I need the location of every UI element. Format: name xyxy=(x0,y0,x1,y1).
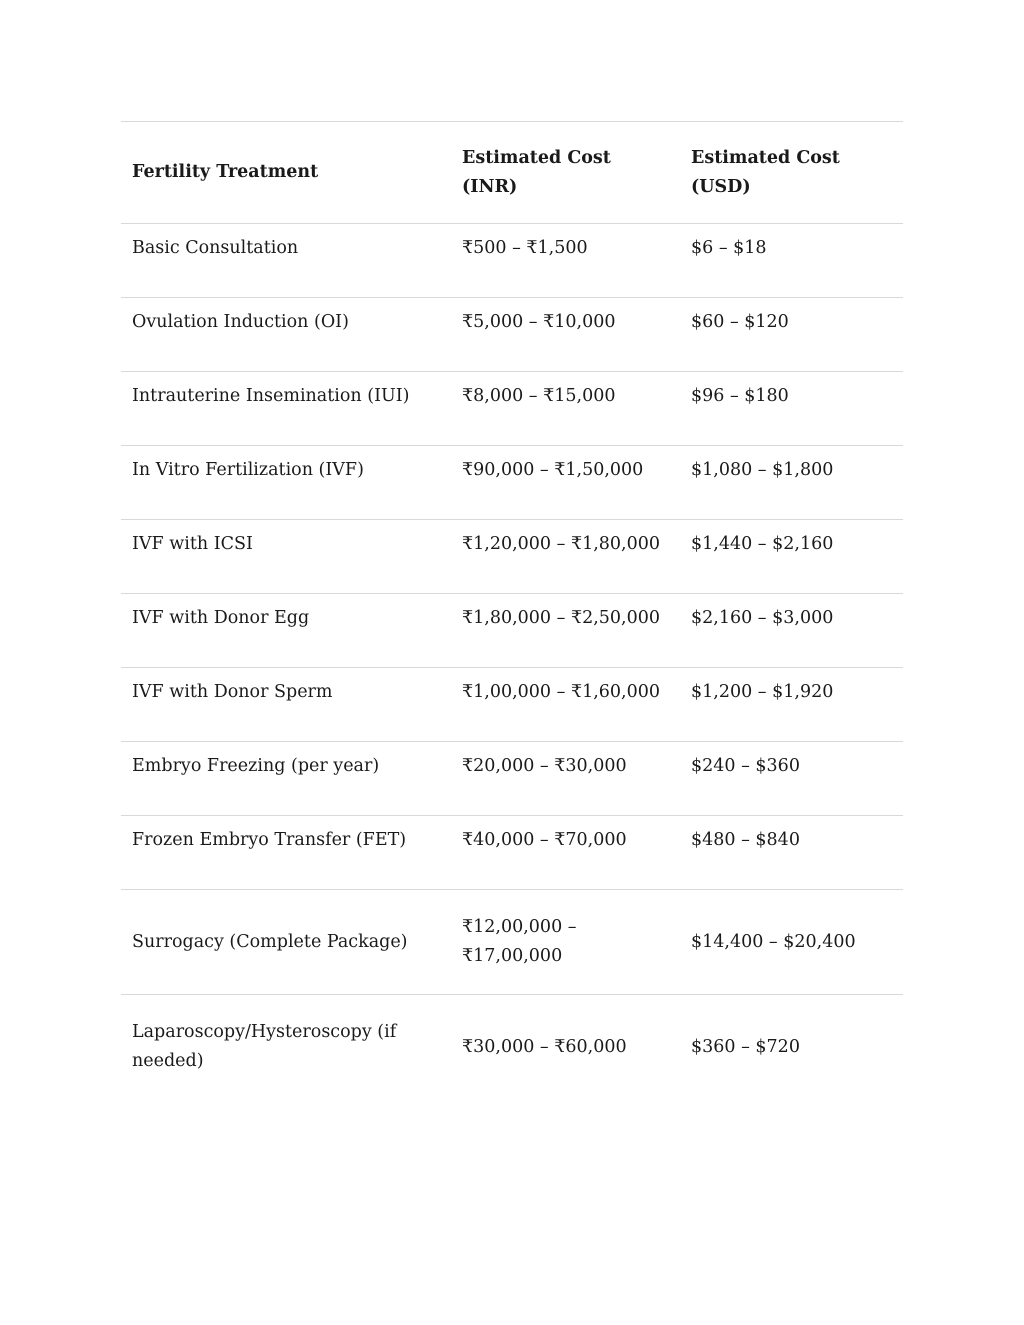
cost-usd: $1,440 – $2,160 xyxy=(691,534,834,554)
treatment-name: Frozen Embryo Transfer (FET) xyxy=(132,830,407,850)
cost-table-container xyxy=(121,121,903,1099)
cost-inr: ₹20,000 – ₹30,000 xyxy=(462,756,627,776)
cost-inr: ₹40,000 – ₹70,000 xyxy=(462,830,627,850)
treatment-name: Basic Consultation xyxy=(132,238,299,258)
table-row xyxy=(121,372,903,446)
cost-usd: $14,400 – $20,400 xyxy=(691,931,856,952)
cost-usd: $6 – $18 xyxy=(691,238,767,258)
table-row xyxy=(121,594,903,668)
cost-inr: ₹30,000 – ₹60,000 xyxy=(462,1036,627,1057)
treatment-name: Surrogacy (Complete Package) xyxy=(132,931,408,952)
cost-usd: $96 – $180 xyxy=(691,386,789,406)
fertility-cost-table xyxy=(121,121,903,1099)
cost-inr: ₹1,80,000 – ₹2,50,000 xyxy=(462,608,661,628)
header-cost-inr: Estimated Cost (INR) xyxy=(462,147,611,197)
treatment-name: Intrauterine Insemination (IUI) xyxy=(132,386,410,406)
treatment-name: IVF with Donor Sperm xyxy=(132,682,333,702)
cost-usd: $1,080 – $1,800 xyxy=(691,460,834,480)
cost-inr: ₹90,000 – ₹1,50,000 xyxy=(462,460,644,480)
table-header-row xyxy=(121,122,903,224)
treatment-name: IVF with Donor Egg xyxy=(132,608,310,628)
cost-inr: ₹500 – ₹1,500 xyxy=(462,238,588,258)
table-row xyxy=(121,742,903,816)
cost-usd: $1,200 – $1,920 xyxy=(691,682,834,702)
cost-usd: $480 – $840 xyxy=(691,830,800,850)
table-row xyxy=(121,668,903,742)
treatment-name: Ovulation Induction (OI) xyxy=(132,312,349,332)
table-row xyxy=(121,816,903,890)
treatment-name: In Vitro Fertilization (IVF) xyxy=(132,460,364,480)
treatment-name: Embryo Freezing (per year) xyxy=(132,756,380,776)
cost-inr: ₹1,00,000 – ₹1,60,000 xyxy=(462,682,661,702)
header-treatment: Fertility Treatment xyxy=(132,162,319,182)
table-row xyxy=(121,446,903,520)
cost-usd: $2,160 – $3,000 xyxy=(691,608,834,628)
cost-inr: ₹1,20,000 – ₹1,80,000 xyxy=(462,534,661,554)
cost-inr: ₹5,000 – ₹10,000 xyxy=(462,312,616,332)
treatment-name: Laparoscopy/Hysteroscopy (if needed) xyxy=(132,1022,397,1071)
cost-usd: $360 – $720 xyxy=(691,1036,800,1057)
treatment-name: IVF with ICSI xyxy=(132,534,253,554)
cost-usd: $60 – $120 xyxy=(691,312,789,332)
cost-inr: ₹12,00,000 – ₹17,00,000 xyxy=(462,917,577,966)
cost-usd: $240 – $360 xyxy=(691,756,800,776)
table-row xyxy=(121,298,903,372)
table-row xyxy=(121,224,903,298)
table-row xyxy=(121,995,903,1100)
table-row xyxy=(121,520,903,594)
header-cost-usd: Estimated Cost (USD) xyxy=(691,147,840,197)
table-row xyxy=(121,890,903,995)
cost-inr: ₹8,000 – ₹15,000 xyxy=(462,386,616,406)
